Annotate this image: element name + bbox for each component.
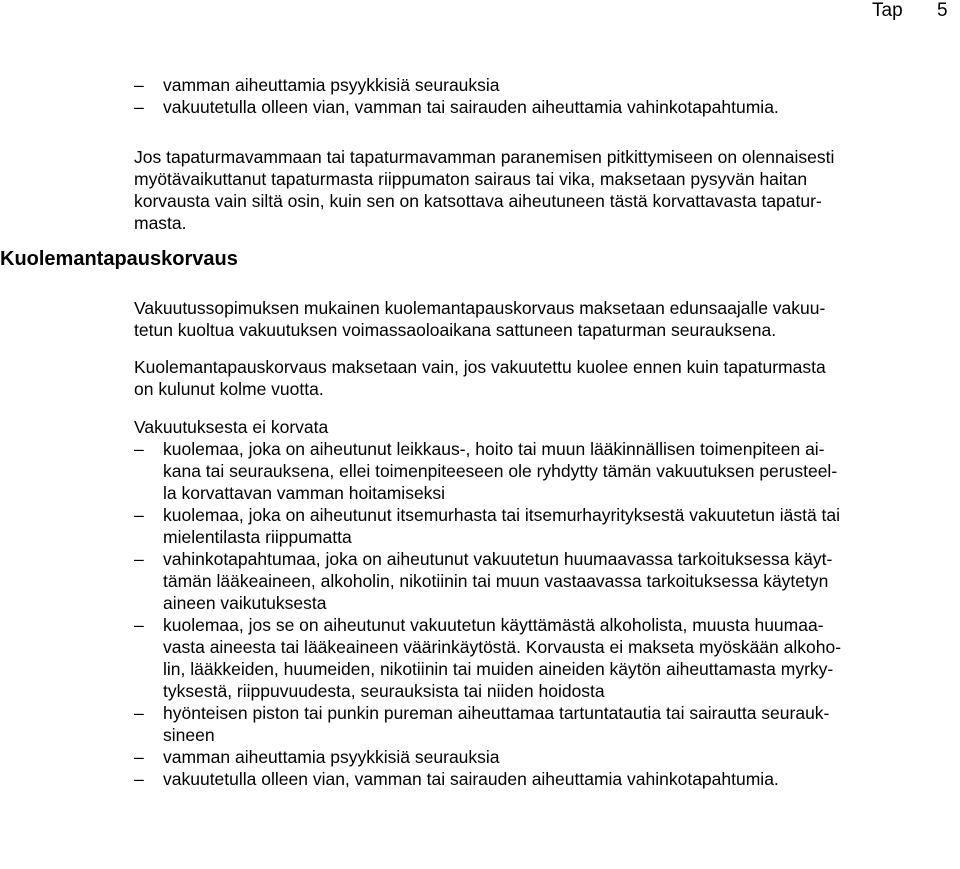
dash-bullet: –: [134, 549, 144, 569]
list-item: – vahinkotapahtumaa, joka on aiheutunut vakuutetun huumaavassa tarkoituksessa käyt- tämän lääkeaineen, alkoholin, nikotiinin tai muun vastaavassa tarkoituksessa käytetyn aineen vaikutuksesta: [134, 549, 833, 613]
paragraph-line: tetun kuoltua vakuutuksen voimassaoloaikana sattuneen tapaturman seurauksena.: [134, 320, 777, 340]
list-item-text: vamman aiheuttamia psyykkisiä seurauksia: [163, 75, 500, 95]
list-item: – vakuutetulla olleen vian, vamman tai sairauden aiheuttamia vahinkotapahtumia.: [134, 769, 779, 789]
paragraph-line: korvausta vain siltä osin, kuin sen on katsottava aiheutuneen tästä korvattavasta tapatur-: [134, 191, 822, 211]
exclusions-list: [0, 438, 960, 790]
paragraph-line: Kuolemantapauskorvaus maksetaan vain, jos vakuutettu kuolee ennen kuin tapaturmasta: [134, 357, 826, 377]
list-item: – hyönteisen piston tai punkin pureman aiheuttamaa tartuntatautia tai sairautta seurauk- sineen: [134, 703, 830, 745]
section-label: Tap: [872, 0, 903, 21]
list-item: [0, 96, 960, 118]
list-item: – kuolemaa, joka on aiheutunut itsemurhasta tai itsemurhayrityksestä vakuutetun iästä tai mielentilasta riippumatta: [134, 505, 841, 547]
paragraph-line: myötävaikuttanut tapaturmasta riippumaton sairaus tai vika, maksetaan pysyvän haitan: [134, 169, 808, 189]
dash-bullet: –: [134, 769, 144, 789]
section-heading-row: [0, 246, 960, 272]
dash-bullet: –: [134, 505, 144, 525]
dash-bullet: –: [134, 439, 144, 459]
section-heading: Kuolemantapauskorvaus: [0, 248, 238, 270]
list-item-text: vakuutetulla olleen vian, vamman tai sairauden aiheuttamia vahinkotapahtumia.: [163, 97, 779, 117]
dash-bullet: –: [134, 97, 144, 117]
document-body: [0, 74, 960, 790]
dash-bullet: –: [134, 75, 144, 95]
exclusions-intro: Vakuutuksesta ei korvata: [134, 417, 329, 437]
dash-bullet: –: [134, 615, 144, 635]
list-item: – kuolemaa, jos se on aiheutunut vakuutetun käyttämästä alkoholista, muusta huumaa- vasta aineesta tai lääkeaineen väärinkäytöstä. Korvausta ei makseta myöskään alkoho- lin, lääkkeiden, huumeiden, nikotiinin tai muiden aineiden käytön aiheuttamasta myrky- tyksestä, riippuvuudesta, seurauksista tai niiden hoidosta: [134, 615, 842, 701]
paragraph-line: on kulunut kolme vuotta.: [134, 379, 324, 399]
page-number: 5: [937, 0, 948, 21]
list-item: – vamman aiheuttamia psyykkisiä seurauksia: [134, 747, 500, 767]
list-item: – kuolemaa, joka on aiheutunut leikkaus-, hoito tai muun lääkinnällisen toimenpiteen ai- kana tai seurauksena, ellei toimenpiteeseen ole ryhdytty tämän vakuutuksen perusteel- la korvattavan vamman hoitamiseksi: [134, 439, 838, 503]
paragraph-line: masta.: [134, 213, 187, 233]
page-header: [0, 0, 960, 24]
dash-bullet: –: [134, 747, 144, 767]
dash-bullet: –: [134, 703, 144, 723]
list-item: [0, 74, 960, 96]
paragraph-line: Jos tapaturmavammaan tai tapaturmavamman paranemisen pitkittymiseen on olennaisesti: [134, 147, 835, 167]
paragraph-line: Vakuutussopimuksen mukainen kuolemantapauskorvaus maksetaan edunsaajalle vakuu-: [134, 298, 826, 318]
paragraph-line: [0, 416, 960, 438]
